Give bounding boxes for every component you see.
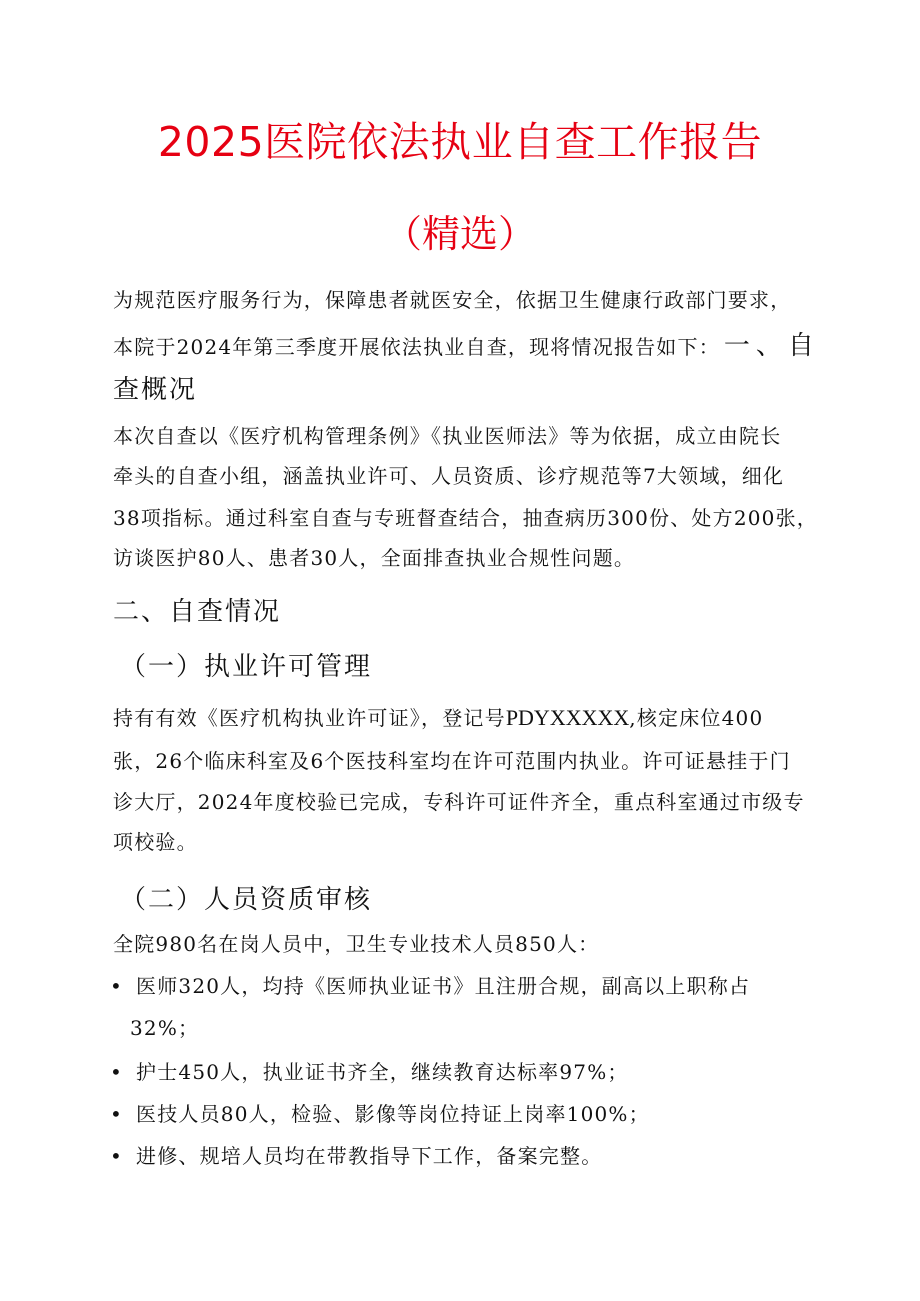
license-line-3: 诊大厅，2024年度校验已完成，专科许可证件齐全，重点科室通过市级专 bbox=[113, 790, 805, 814]
bullet-dot: • bbox=[110, 1060, 122, 1084]
overview-line-2: 牵头的自查小组，涵盖执业许可、人员资质、诊疗规范等7大领域，细化 bbox=[113, 464, 785, 488]
list-item-line-1: 医技人员80人，检验、影像等岗位持证上岗率100%； bbox=[136, 1102, 650, 1126]
section2-heading: 二、自查情况 bbox=[113, 597, 282, 627]
list-item-line-1: 护士450人，执业证书齐全，继续教育达标率97%； bbox=[136, 1060, 629, 1084]
license-line-1 bbox=[113, 702, 763, 734]
intro-line-2-text: 本院于2024年第三季度开展依法执业自查，现将情况报告如下： bbox=[113, 335, 720, 359]
bullet-dot: • bbox=[110, 974, 122, 998]
list-item-line-1: 进修、规培人员均在带教指导下工作，备案完整。 bbox=[136, 1144, 603, 1168]
overview-line-4: 访谈医护80人、患者30人，全面排查执业合规性问题。 bbox=[113, 546, 636, 570]
document-subtitle: （精选） bbox=[383, 212, 536, 256]
section1-heading-start: 一、自 bbox=[723, 331, 820, 361]
intro-line-2 bbox=[113, 330, 820, 363]
document-title: 2025医院依法执业自查工作报告 bbox=[157, 118, 763, 166]
overview-line-3: 38项指标。通过科室自查与专班督查结合，抽查病历300份、处方200张， bbox=[113, 506, 818, 530]
section1-heading-end: 查概况 bbox=[113, 375, 198, 405]
subsection1-heading: （一）执业许可管理 bbox=[120, 652, 373, 682]
bullet-dot: • bbox=[110, 1144, 122, 1168]
staff-intro: 全院980名在岗人员中，卫生专业技术人员850人： bbox=[113, 932, 600, 956]
intro-line-1: 为规范医疗服务行为，保障患者就医安全，依据卫生健康行政部门要求， bbox=[113, 288, 792, 312]
license-line-2: 张，26个临床科室及6个医技科室均在许可范围内执业。许可证悬挂于门 bbox=[113, 749, 791, 773]
overview-line-1: 本次自查以《医疗机构管理条例》《执业医师法》等为依据，成立由院长 bbox=[113, 424, 782, 448]
license-line-1-text: 持有有效《医疗机构执业许可证》，登记号 bbox=[113, 706, 506, 730]
list-item-line-2: 32%； bbox=[130, 1016, 200, 1040]
registration-number: PDYXXXXX bbox=[505, 705, 630, 730]
license-line-1-end: ,核定床位400 bbox=[629, 706, 764, 730]
list-item-line-1: 医师320人，均持《医师执业证书》且注册合规，副高以上职称占 bbox=[136, 974, 751, 998]
subsection2-heading: （二）人员资质审核 bbox=[120, 885, 373, 915]
bullet-dot: • bbox=[110, 1102, 122, 1126]
license-line-4: 项校验。 bbox=[113, 830, 198, 854]
